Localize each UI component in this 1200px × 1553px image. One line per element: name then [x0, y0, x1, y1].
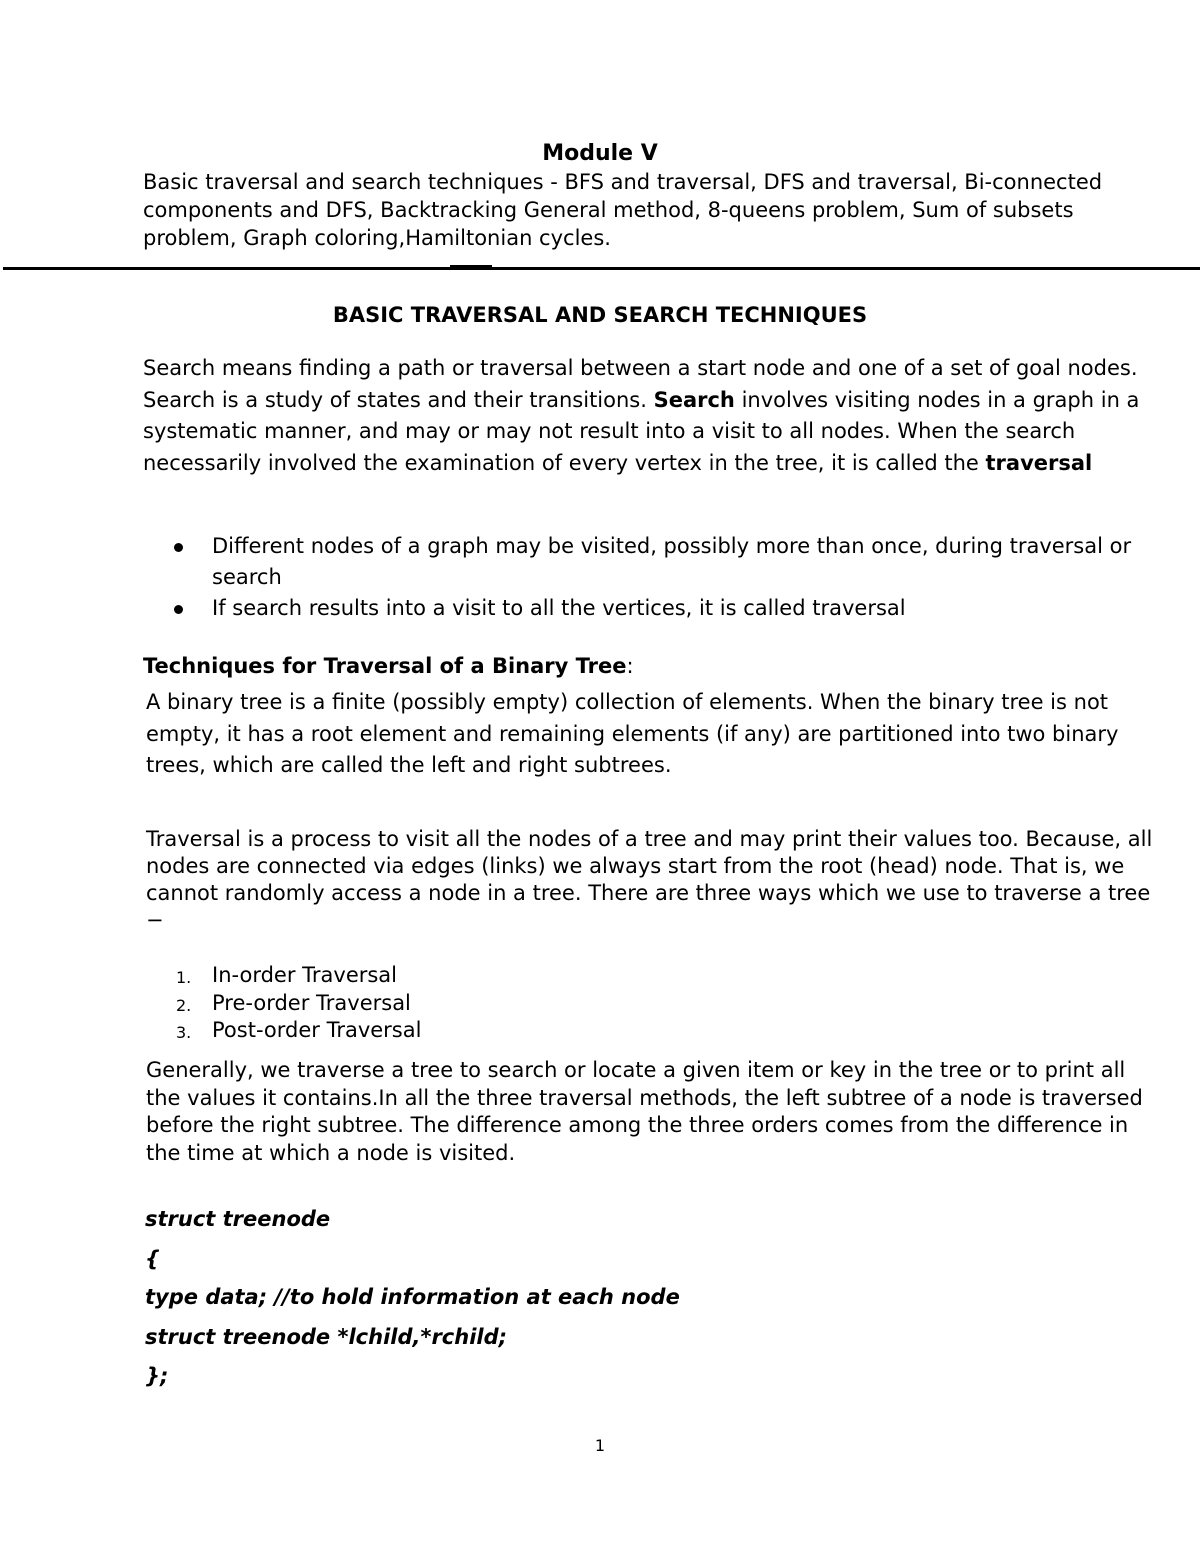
list-label: Pre-order Traversal — [212, 990, 411, 1015]
binary-tree-paragraph: A binary tree is a finite (possibly empty) collection of elements. When the binary tree is not empty, it has a root element and remaining elements (if any) are partitioned into two binary trees, which are called the left and right subtrees. — [146, 690, 1119, 777]
list-label: In-order Traversal — [212, 963, 398, 987]
traversal-list — [172, 962, 1072, 1045]
code-line: { — [145, 1247, 160, 1271]
generally-paragraph: Generally, we traverse a tree to search or locate a given item or key in the tree or to print all the values it contains.In all the three traversal methods, the left subtree of a node is traversed before the right subtree. The difference among the three orders comes from the difference in the time at which a node is visited. — [146, 1058, 1143, 1165]
section-heading: BASIC TRAVERSAL AND SEARCH TECHNIQUES — [332, 303, 868, 327]
traversal-bold: traversal — [985, 450, 1093, 475]
list-item — [172, 593, 1132, 624]
page-number: 1 — [594, 1436, 606, 1455]
code-line: type data; //to hold information at each node — [145, 1285, 680, 1309]
list-number: 3. — [176, 1023, 192, 1042]
code-line: }; — [145, 1364, 169, 1388]
bullet-text: If search results into a visit to all the vertices, it is called traversal — [212, 596, 906, 620]
techniques-heading-text: Techniques for Traversal of a Binary Tree — [143, 654, 627, 678]
bullet-icon — [174, 543, 183, 552]
traversal-paragraph: Traversal is a process to visit all the nodes of a tree and may print their values too. Because, all nodes are connected via edges (links) we always start from the root (head) node. That is, we cannot randomly access a node in a tree. There are three ways which we use to traverse a tree − — [146, 827, 1153, 932]
module-title: Module V — [542, 141, 658, 166]
list-item — [172, 962, 1072, 990]
list-number: 2. — [176, 995, 192, 1015]
list-item — [172, 990, 1072, 1018]
list-label: Post-order Traversal — [212, 1018, 422, 1042]
bullet-list — [172, 531, 1132, 624]
code-line: struct treenode *lchild,*rchild; — [145, 1325, 508, 1349]
list-item — [172, 531, 1132, 593]
techniques-heading — [143, 654, 1143, 678]
list-item — [172, 1017, 1072, 1045]
search-bold: Search — [653, 387, 735, 412]
search-text-1: Search means finding a path or traversal between a start node and one of a set of goal nodes. Search is a study of states and their transitions. — [143, 356, 1138, 412]
bullet-icon — [174, 605, 183, 614]
horizontal-rule — [3, 267, 1200, 270]
techniques-heading-colon: : — [626, 654, 634, 678]
code-line: struct treenode — [145, 1207, 331, 1231]
search-paragraph — [143, 353, 1153, 479]
search-text-2: involves visiting nodes in a graph in a systematic manner, and may or may not result into a visit to all nodes. When the search necessarily involved the examination of every vertex in the tree, it is called the — [143, 387, 1140, 475]
list-number: 1. — [176, 968, 192, 987]
module-intro: Basic traversal and search techniques - BFS and traversal, DFS and traversal, Bi-connected components and DFS, Backtracking General method, 8-queens problem, Sum of subsets problem, Graph coloring,Hamiltonian cycles. — [143, 170, 1103, 250]
bullet-text: Different nodes of a graph may be visited, possibly more than once, during traversal or search — [212, 534, 1132, 589]
